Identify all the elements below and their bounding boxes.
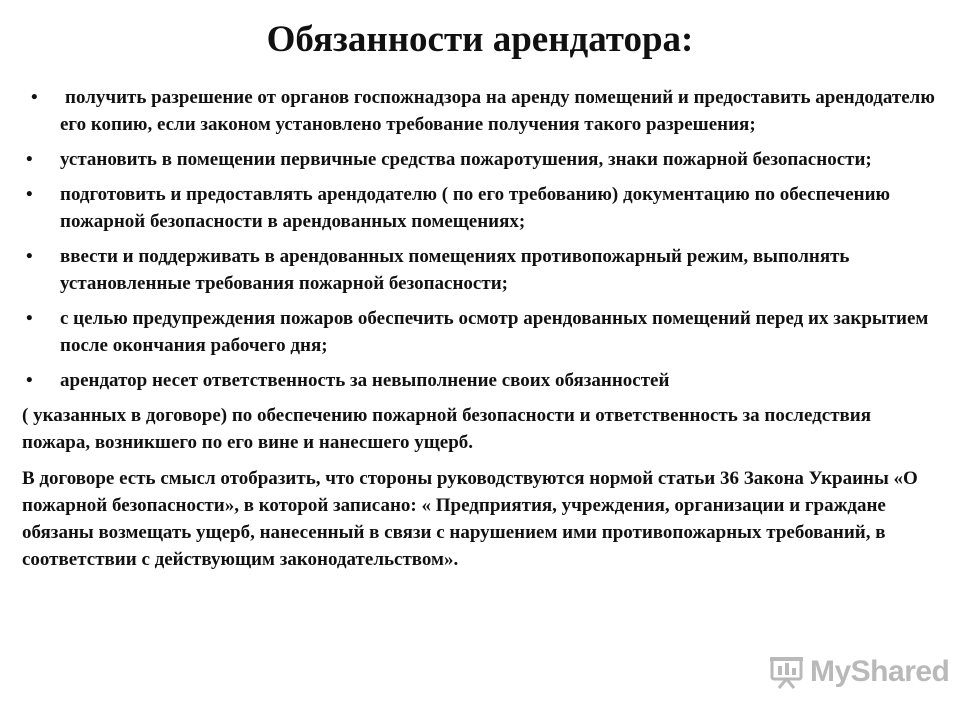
bullet-item: • получить разрешение от органов госпожнадзора на аренду помещений и предоставить арендодателю его копию, если законом установлено требование получения такого разрешения; <box>22 84 942 138</box>
bullet-item: • ввести и поддерживать в арендованных помещениях противопожарный режим, выполнять установленные требования пожарной безопасности; <box>22 243 942 297</box>
slide-title: Обязанности арендатора: <box>266 19 694 60</box>
bullet-item: • установить в помещении первичные средства пожаротушения, знаки пожарной безопасности; <box>22 146 942 173</box>
paragraph-law-reference: В договоре есть смысл отобразить, что стороны руководствуются нормой статьи 36 Закона Украины «О пожарной безопасности», в которой записано: « Предприятия, учреждения, организации и граждане обязаны возмещать ущерб, нанесенный в связи с нарушением ими противопожарных требований, в соответствии с действующим законодательством». <box>22 468 918 570</box>
slide-content <box>22 84 942 582</box>
presentation-board-icon <box>770 655 803 689</box>
bullet-item: • подготовить и предоставлять арендодателю ( по его требованию) документацию по обеспечению пожарной безопасности в арендованных помещениях; <box>22 181 942 235</box>
bullet-item: • арендатор несет ответственность за невыполнение своих обязанностей <box>22 367 942 394</box>
bullet-item: • с целью предупреждения пожаров обеспечить осмотр арендованных помещений перед их закрытием после окончания рабочего дня; <box>22 305 942 359</box>
watermark <box>770 655 949 689</box>
bullet-list <box>22 84 942 394</box>
paragraph-continuation: ( указанных в договоре) по обеспечению пожарной безопасности и ответственность за последствия пожара, возникшего по его вине и нанесшего ущерб. <box>22 405 872 453</box>
watermark-text: MyShared <box>810 655 950 688</box>
